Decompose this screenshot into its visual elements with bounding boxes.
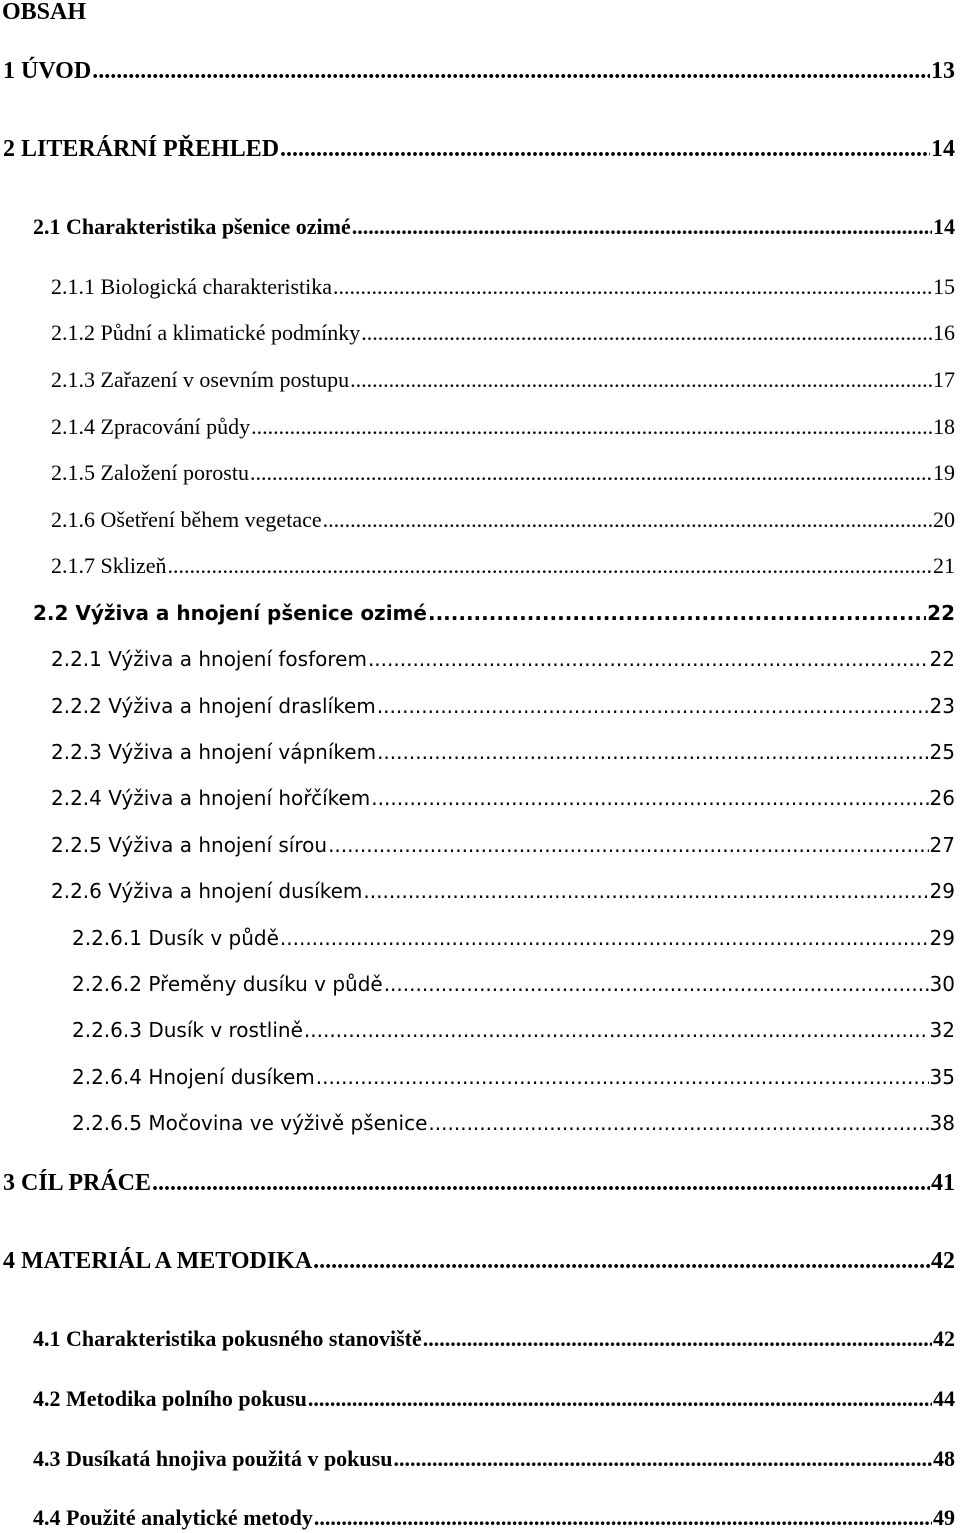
toc-entry[interactable] xyxy=(51,505,955,535)
toc-entry[interactable] xyxy=(51,691,955,721)
toc-entry-page: 27 xyxy=(929,833,955,857)
toc-entry-label: 2 LITERÁRNÍ PŘEHLED xyxy=(3,136,280,162)
toc-entry[interactable] xyxy=(51,458,955,488)
toc-leader xyxy=(328,830,928,860)
toc-leader xyxy=(428,1108,928,1138)
toc-entry-label: 2.1 Charakteristika pšenice ozimé xyxy=(33,214,351,239)
toc-entry-page: 44 xyxy=(933,1386,955,1411)
toc-entry-page: 41 xyxy=(931,1170,955,1196)
toc-leader xyxy=(393,1444,932,1474)
toc-entry-label: 4.4 Použité analytické metody xyxy=(33,1505,313,1530)
toc-entry-label: 2.1.2 Půdní a klimatické podmínky xyxy=(51,320,361,345)
toc-leader xyxy=(250,458,932,488)
toc-entry-label: 2.1.6 Ošetření během vegetace xyxy=(51,507,322,532)
toc-entry[interactable] xyxy=(72,1015,955,1045)
toc-entry[interactable] xyxy=(33,1503,955,1533)
toc-entry-label: 4.2 Metodika polního pokusu xyxy=(33,1386,307,1411)
toc-entry[interactable] xyxy=(72,923,955,953)
toc-entry-label: 2.2.3 Výživa a hnojení vápníkem xyxy=(51,740,377,764)
toc-entry-label: 2.1.7 Sklizeň xyxy=(51,553,167,578)
toc-entry[interactable] xyxy=(33,598,955,628)
toc-entry-label: 4.3 Dusíkatá hnojiva použitá v pokusu xyxy=(33,1446,393,1471)
toc-entry-label: 2.2.2 Výživa a hnojení draslíkem xyxy=(51,694,376,718)
toc-leader xyxy=(168,551,933,581)
toc-entry-label: 1 ÚVOD xyxy=(3,58,92,84)
toc-entry[interactable] xyxy=(3,56,955,86)
toc-leader xyxy=(280,923,929,953)
toc-entry[interactable] xyxy=(3,1246,955,1276)
toc-leader xyxy=(377,737,928,767)
toc-title: OBSAH xyxy=(2,0,87,25)
toc-entry[interactable] xyxy=(3,134,955,164)
toc-entry-page: 22 xyxy=(927,601,955,625)
toc-entry-label: 2.2.1 Výživa a hnojení fosforem xyxy=(51,647,367,671)
toc-entry[interactable] xyxy=(51,365,955,395)
toc-entry-label: 3 CÍL PRÁCE xyxy=(3,1170,152,1196)
toc-entry-page: 23 xyxy=(929,694,955,718)
toc-entry-page: 20 xyxy=(933,507,955,532)
toc-entry-label: 2.2.6.2 Přeměny dusíku v půdě xyxy=(72,972,383,996)
toc-entry-page: 49 xyxy=(933,1505,955,1530)
toc-entry-page: 14 xyxy=(933,214,955,239)
toc-leader xyxy=(280,134,930,164)
toc-entry-label: 2.1.3 Zařazení v osevním postupu xyxy=(51,367,350,392)
toc-leader xyxy=(423,1324,932,1354)
toc-leader xyxy=(251,412,932,442)
toc-entry-page: 13 xyxy=(931,58,955,84)
toc-leader xyxy=(363,876,928,906)
toc-entry-label: 2.2 Výživa a hnojení pšenice ozimé xyxy=(33,601,427,625)
toc-entry[interactable] xyxy=(51,318,955,348)
toc-entry-label: 2.1.1 Biologická charakteristika xyxy=(51,274,333,299)
toc-entry[interactable] xyxy=(72,969,955,999)
toc-entry-label: 4.1 Charakteristika pokusného stanoviště xyxy=(33,1326,422,1351)
toc-entry-label: 2.2.6.4 Hnojení dusíkem xyxy=(72,1065,315,1089)
toc-entry-page: 42 xyxy=(931,1248,955,1274)
toc-leader xyxy=(361,318,932,348)
toc-entry-label: 2.2.6.5 Močovina ve výživě pšenice xyxy=(72,1111,428,1135)
toc-entry-label: 2.2.6 Výživa a hnojení dusíkem xyxy=(51,879,363,903)
toc-entry[interactable] xyxy=(51,876,955,906)
toc-entry-label: 2.2.6.3 Dusík v rostlině xyxy=(72,1018,303,1042)
toc-leader xyxy=(304,1015,929,1045)
toc-leader xyxy=(152,1168,930,1198)
toc-leader xyxy=(371,783,928,813)
toc-entry-page: 15 xyxy=(933,274,955,299)
toc-entry-page: 14 xyxy=(931,136,955,162)
toc-entry-label: 2.1.4 Zpracování půdy xyxy=(51,414,251,439)
toc-leader xyxy=(350,365,932,395)
toc-entry-page: 29 xyxy=(929,879,955,903)
toc-entry[interactable] xyxy=(51,644,955,674)
toc-leader xyxy=(313,1246,930,1276)
toc-leader xyxy=(428,598,926,628)
toc-entry-page: 26 xyxy=(929,786,955,810)
toc-entry-label: 2.2.6.1 Dusík v půdě xyxy=(72,926,279,950)
toc-entry[interactable] xyxy=(3,1168,955,1198)
toc-leader xyxy=(377,691,929,721)
toc-entry-label: 4 MATERIÁL A METODIKA xyxy=(3,1248,313,1274)
toc-leader xyxy=(316,1062,929,1092)
toc-leader xyxy=(352,212,932,242)
toc-entry-page: 25 xyxy=(929,740,955,764)
toc-entry-page: 19 xyxy=(933,460,955,485)
toc-entry[interactable] xyxy=(72,1062,955,1092)
toc-entry-page: 48 xyxy=(933,1446,955,1471)
toc-entry[interactable] xyxy=(51,830,955,860)
toc-entry-page: 22 xyxy=(929,647,955,671)
toc-leader xyxy=(308,1384,932,1414)
toc-entry-page: 35 xyxy=(929,1065,955,1089)
toc-leader xyxy=(323,505,932,535)
toc-entry[interactable] xyxy=(51,412,955,442)
toc-leader xyxy=(92,56,930,86)
toc-entry-label: 2.2.4 Výživa a hnojení hořčíkem xyxy=(51,786,371,810)
toc-entry-page: 29 xyxy=(929,926,955,950)
toc-leader xyxy=(368,644,929,674)
toc-entry-label: 2.1.5 Založení porostu xyxy=(51,460,249,485)
toc-leader xyxy=(384,969,929,999)
toc-entry-page: 21 xyxy=(933,553,955,578)
toc-entry[interactable] xyxy=(33,1384,955,1414)
toc-entry[interactable] xyxy=(33,1324,955,1354)
toc-entry-page: 38 xyxy=(929,1111,955,1135)
toc-entry[interactable] xyxy=(72,1108,955,1138)
toc-entry-page: 32 xyxy=(929,1018,955,1042)
toc-entry-page: 16 xyxy=(933,320,955,345)
toc-entry-page: 42 xyxy=(933,1326,955,1351)
toc-leader xyxy=(333,272,932,302)
toc-entry[interactable] xyxy=(51,551,955,581)
toc-entry-page: 18 xyxy=(933,414,955,439)
toc-entry-label: 2.2.5 Výživa a hnojení sírou xyxy=(51,833,328,857)
toc-entry[interactable] xyxy=(51,737,955,767)
toc-entry[interactable] xyxy=(51,272,955,302)
toc-entry[interactable] xyxy=(33,1444,955,1474)
toc-entry[interactable] xyxy=(33,212,955,242)
toc-entry[interactable] xyxy=(51,783,955,813)
toc-entry-page: 30 xyxy=(929,972,955,996)
toc-leader xyxy=(314,1503,932,1533)
toc-entry-page: 17 xyxy=(933,367,955,392)
